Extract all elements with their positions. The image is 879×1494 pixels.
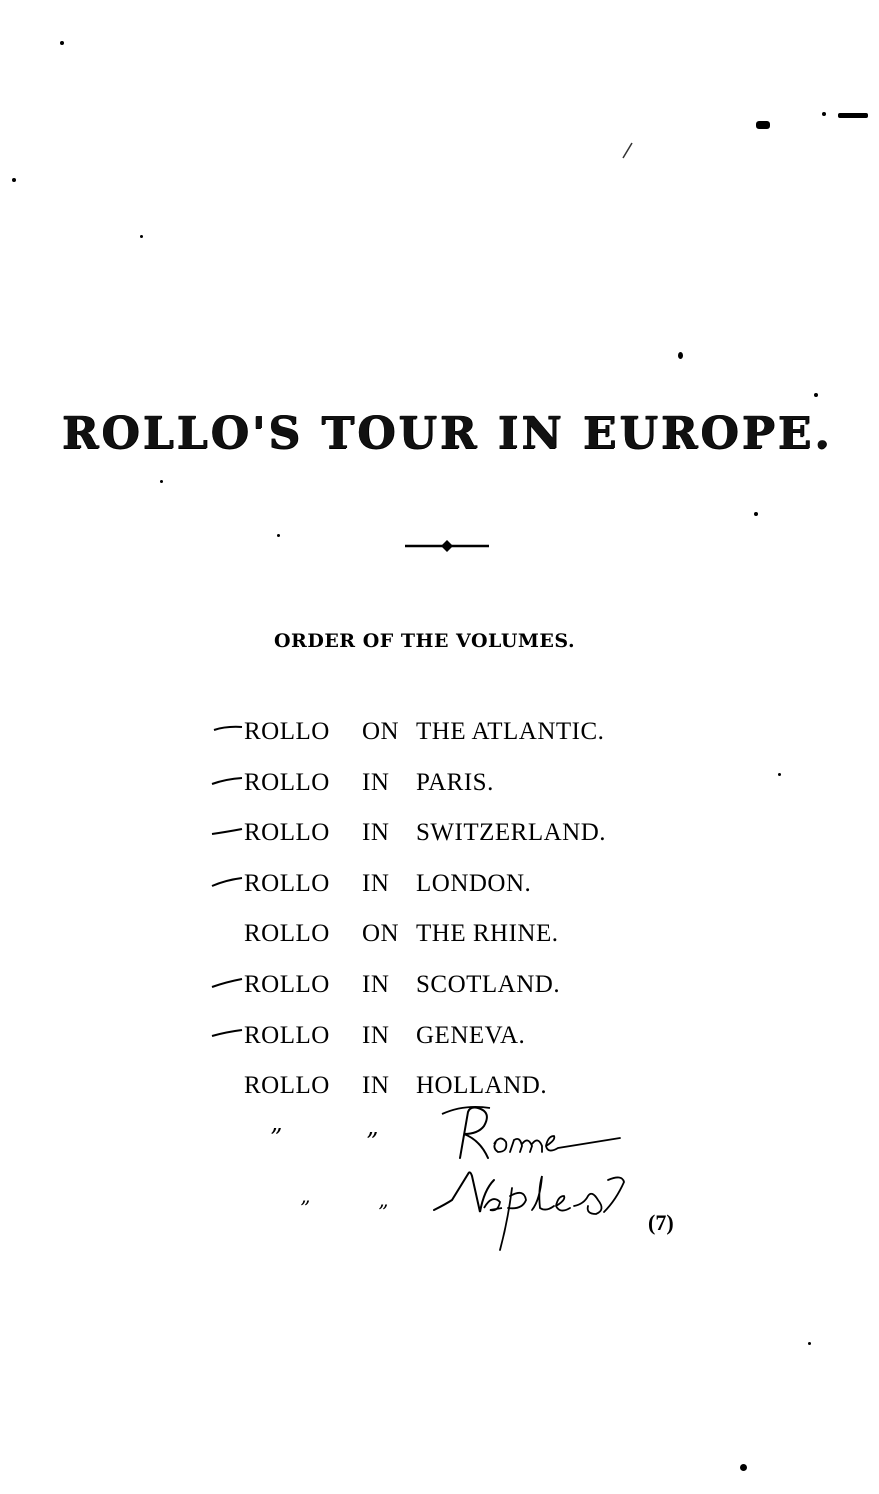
volume-word-2: IN <box>362 819 390 847</box>
ink-speck <box>140 235 143 238</box>
volume-word-1: ROLLO <box>244 920 330 948</box>
volume-word-1: ROLLO <box>244 1072 330 1100</box>
pen-dash-icon <box>210 973 244 989</box>
list-item <box>244 912 606 963</box>
page-number: (7) <box>648 1210 674 1235</box>
list-item <box>244 1014 606 1065</box>
volume-word-2: IN <box>362 970 390 998</box>
ink-speck <box>754 512 758 516</box>
volume-word-2: ON <box>362 718 400 745</box>
volume-word-1: ROLLO <box>244 819 330 847</box>
volume-word-2: IN <box>362 1021 390 1049</box>
ditto-mark: ” <box>300 1196 311 1220</box>
ink-speck <box>756 121 770 129</box>
list-item <box>244 811 606 862</box>
ink-speck <box>808 1342 811 1345</box>
ink-speck <box>60 41 64 45</box>
page-title: ROLLO'S TOUR IN EUROPE. <box>61 408 833 459</box>
volume-word-2: IN <box>362 869 390 897</box>
volume-word-1: ROLLO <box>244 1021 330 1049</box>
handwritten-naples <box>428 1160 638 1256</box>
ink-speck <box>160 480 163 483</box>
volume-word-1: ROLLO <box>244 768 330 796</box>
ink-speck <box>740 1464 747 1471</box>
list-item <box>244 862 606 913</box>
ink-speck <box>12 178 16 182</box>
volume-word-2: ON <box>362 920 400 948</box>
volume-word-1: ROLLO <box>244 970 330 998</box>
volume-place: SWITZERLAND. <box>416 819 606 847</box>
pen-dash-icon <box>210 771 244 787</box>
ink-speck <box>838 113 868 118</box>
pen-dash-icon <box>210 872 244 888</box>
volume-place: GENEVA. <box>416 1021 526 1049</box>
ornament-divider-icon <box>405 538 489 554</box>
ink-speck <box>814 393 818 397</box>
pen-dash-icon <box>210 720 244 736</box>
volume-place: HOLLAND. <box>416 1072 548 1100</box>
ink-speck <box>822 112 826 116</box>
volume-place: THE ATLANTIC. <box>416 718 605 745</box>
pen-dash-icon <box>210 821 244 837</box>
volume-word-2: IN <box>362 768 390 796</box>
volume-place: THE RHINE. <box>416 920 559 948</box>
ditto-mark: ” <box>270 1124 283 1152</box>
ditto-mark: ” <box>366 1128 379 1156</box>
ink-speck <box>678 352 683 359</box>
pencil-tick-icon <box>620 140 636 160</box>
volume-place: LONDON. <box>416 869 532 897</box>
pen-dash-icon <box>210 1024 244 1040</box>
volumes-list <box>244 710 606 1115</box>
volumes-heading: ORDER OF THE VOLUMES. <box>274 630 576 652</box>
volume-place: SCOTLAND. <box>416 970 561 998</box>
ink-speck <box>778 773 781 776</box>
volume-word-1: ROLLO <box>244 718 330 745</box>
ditto-mark: ” <box>378 1200 389 1224</box>
ink-speck <box>277 534 280 537</box>
list-item <box>244 761 606 812</box>
volume-place: PARIS. <box>416 768 494 796</box>
list-item <box>244 963 606 1014</box>
volume-word-1: ROLLO <box>244 869 330 897</box>
list-item <box>244 710 606 761</box>
volume-word-2: IN <box>362 1072 390 1100</box>
